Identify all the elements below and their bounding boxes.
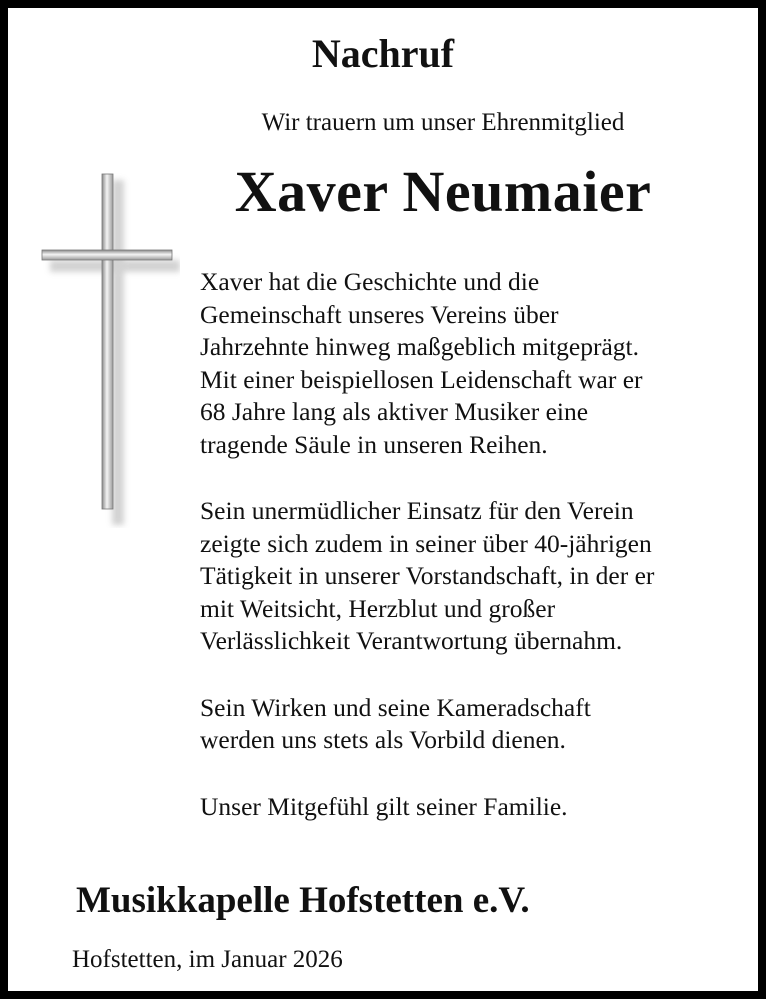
text-line: 68 Jahre lang als aktiver Musiker eine [200, 397, 589, 426]
text-line: Mit einer beispiellosen Leidenschaft war er [200, 364, 643, 394]
text-line: Jahrzehnte hinweg maßgeblich mitgeprägt. [200, 332, 640, 361]
obituary-text [200, 266, 760, 857]
organization-name: Musikkapelle Hofstetten e.V. [76, 880, 530, 921]
text-line: zeigte sich zudem in seiner über 40-jährigen [200, 528, 652, 558]
text-line: mit Weitsicht, Herzblut und großer [200, 593, 556, 623]
text-line: Verlässlichkeit Verantwortung übernahm. [200, 626, 623, 655]
text-line: Unser Mitgefühl gilt seiner Familie. [200, 791, 568, 821]
paragraph [200, 266, 760, 461]
notice-title: Nachruf [311, 31, 455, 76]
deceased-name: Xaver Neumaier [234, 159, 652, 224]
text-line: werden uns stets als Vorbild dienen. [200, 725, 566, 754]
paragraph [200, 495, 760, 658]
cross-icon [40, 168, 180, 528]
text-line: Tätigkeit in unserer Vorstandschaft, in der er [200, 561, 655, 590]
paragraph [200, 791, 760, 824]
place-date: Hofstetten, im Januar 2026 [72, 946, 343, 973]
text-line: Sein Wirken und seine Kameradschaft [200, 692, 591, 722]
paragraph [200, 692, 760, 757]
text-line: tragende Säule in unseren Reihen. [200, 429, 548, 459]
text-line: Xaver hat die Geschichte und die [200, 267, 540, 296]
text-line: Sein unermüdlicher Einsatz für den Verein [200, 496, 634, 525]
intro-line: Wir trauern um unser Ehrenmitglied [261, 109, 625, 136]
text-line: Gemeinschaft unseres Vereins über [200, 299, 559, 329]
